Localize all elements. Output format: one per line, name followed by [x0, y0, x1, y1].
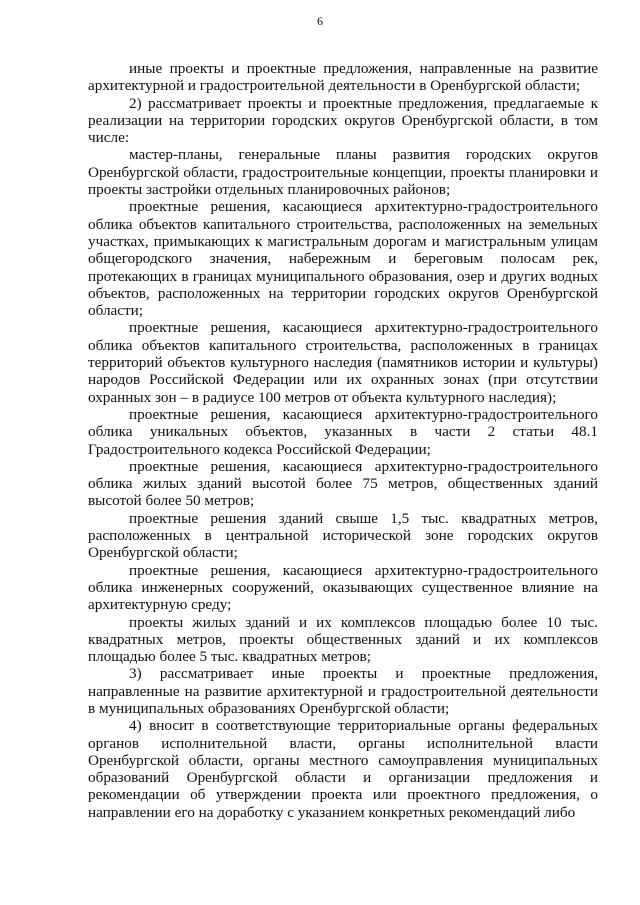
paragraph-item-3: 3) рассматривает иные проекты и проектные предложения, направленные на развитие архитектурной и градостроительной деятельности в муниципальных образованиях Оренбургской области; [88, 665, 598, 717]
page-number: 6 [317, 14, 323, 28]
paragraph-historic-zone: проектные решения зданий свыше 1,5 тыс. квадратных метров, расположенных в центральной исторической зоне городских округов Оренбургской области; [88, 509, 598, 562]
paragraph-unique-objects: проектные решения, касающиеся архитектурно-градостроительного облика уникальных объектов, указанных в части 2 статьи 48.1 Градостроительного кодекса Российской Федерации; [88, 405, 598, 458]
paragraph-other-projects: иные проекты и проектные предложения, направленные на развитие архитектурной и градостроительной деятельности в Оренбургской области; [88, 60, 598, 95]
paragraph-large-complexes: проекты жилых зданий и их комплексов площадью более 10 тыс. квадратных метров, проекты общественных зданий и их комплексов площадью более 5 тыс. квадратных метров; [88, 613, 598, 666]
paragraph-main-roads: проектные решения, касающиеся архитектурно-градостроительного облика объектов капитального строительства, расположенных на земельных участках, примыкающих к магистральным дорогам и магистральным улицам общегородского значения, набережным и береговым полосам рек, протекающих в границах муниципального образования, озер и других водных объектов, расположенных на территории городских округов Оренбургской области; [88, 198, 598, 320]
paragraph-master-plans: мастер-планы, генеральные планы развития городских округов Оренбургской области, градостроительные концепции, проекты планировки и проекты застройки отдельных планировочных районов; [88, 146, 598, 199]
document-body [88, 60, 598, 821]
paragraph-item-4: 4) вносит в соответствующие территориальные органы федеральных органов исполнительной власти, органы исполнительной власти Оренбургской области, органы местного самоуправления муниципальных образований Оренбургской области и организации предложения и рекомендации об утверждении проекта или проектного предложения, о направлении его на доработку с указанием конкретных рекомендаций либо [88, 717, 598, 821]
paragraph-high-rise: проектные решения, касающиеся архитектурно-градостроительного облика жилых зданий высотой более 75 метров, общественных зданий высотой более 50 метров; [88, 457, 598, 510]
paragraph-cultural-heritage: проектные решения, касающиеся архитектурно-градостроительного облика объектов капитального строительства, расположенных в границах территорий объектов культурного наследия (памятников истории и культуры) народов Российской Федерации или их охранных зонах (при отсутствии охранных зон – в радиусе 100 метров от объекта культурного наследия); [88, 319, 598, 406]
paragraph-engineering-structures: проектные решения, касающиеся архитектурно-градостроительного облика инженерных сооружений, оказывающих существенное влияние на архитектурную среду; [88, 561, 598, 614]
paragraph-item-2: 2) рассматривает проекты и проектные предложения, предлагаемые к реализации на территории городских округов Оренбургской области, в том числе: [88, 94, 598, 147]
